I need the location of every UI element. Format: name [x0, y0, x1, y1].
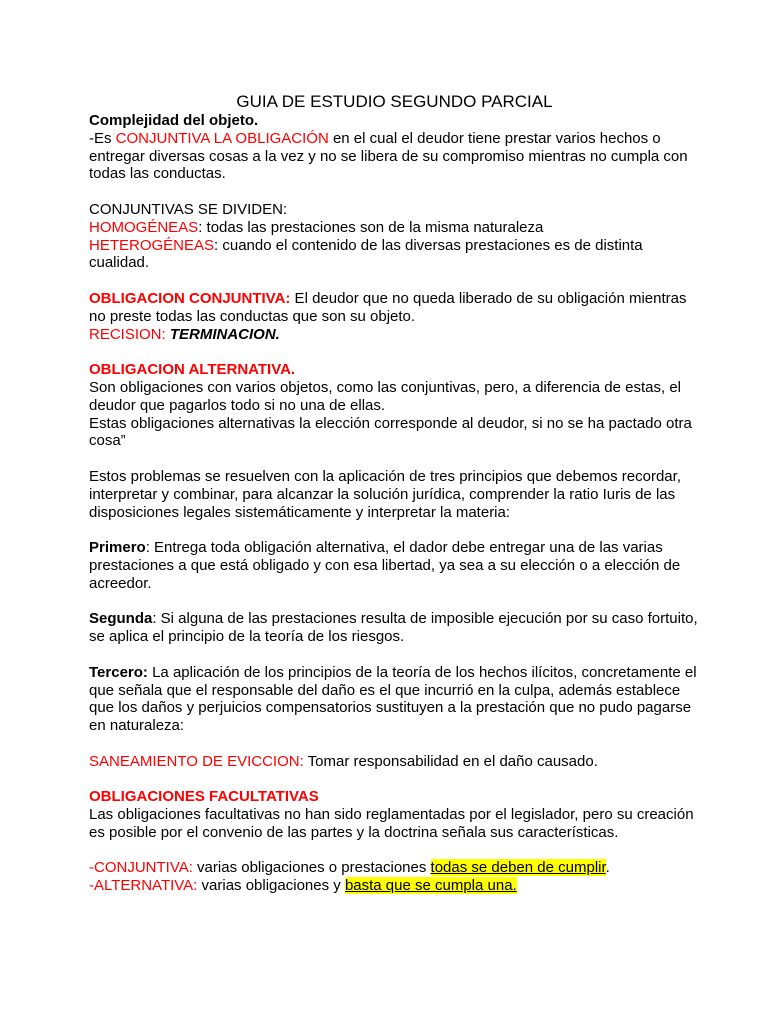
principle-segunda: Segunda: Si alguna de las prestaciones resulta de imposible ejecución por su caso fortuito, se aplica el principio de la teoría de los riesgos. [89, 610, 698, 646]
principios-intro-paragraph: Estos problemas se resuelven con la aplicación de tres principios que debemos recordar, interpretar y combinar, para alcanzar la solución jurídica, comprender la ratio Iuris de las disposiciones legales sistemáticamente y interpretar la materia: [89, 467, 681, 521]
term-alternativa-summary: -ALTERNATIVA: [89, 877, 198, 895]
principle-label: Tercero: [89, 663, 148, 681]
principle-label: Primero [89, 539, 146, 557]
recision-value: TERMINACION. [169, 325, 280, 343]
summary-alternativa-line: -ALTERNATIVA: varias obligaciones y basta que se cumpla una. [89, 877, 517, 895]
section-heading-complejidad: Complejidad del objeto. [89, 112, 259, 129]
highlight-alternativa: basta que se cumpla una. [344, 877, 517, 895]
conjuntivas-divide-line: CONJUNTIVAS SE DIVIDEN: [89, 200, 288, 218]
term-saneamiento: SANEAMIENTO DE EVICCION: [89, 752, 304, 770]
term-heterogeneas: HETEROGÉNEAS [89, 236, 215, 254]
term-conjuntiva-summary: -CONJUNTIVA: [89, 859, 193, 877]
section-heading-facultativas: OBLIGACIONES FACULTATIVAS [89, 788, 319, 806]
facultativas-paragraph: Las obligaciones facultativas no han sido reglamentadas por el legislador, pero su creación es posible por el convenio de las partes y la doctrina señala sus características. [89, 806, 694, 841]
alternativa-paragraph-1: Son obligaciones con varios objetos, como las conjuntivas, pero, a diferencia de estas, el deudor que pagarlos todo si no una de ellas. [89, 378, 682, 414]
term-obligacion-conjuntiva: OBLIGACION CONJUNTIVA: [89, 289, 291, 307]
saneamiento-line: SANEAMIENTO DE EVICCION: Tomar responsabilidad en el daño causado. [89, 752, 598, 770]
term-homogeneas: HOMOGÉNEAS [89, 218, 199, 236]
principle-primero: Primero: Entrega toda obligación alternativa, el dador debe entregar una de las varias prestaciones a que está obligado y con esa libertad, ya sea a su elección o a elección de acreedor. [89, 539, 681, 592]
term-conjuntiva: CONJUNTIVA LA OBLIGACIÓN [115, 129, 329, 147]
document-title: GUIA DE ESTUDIO SEGUNDO PARCIAL [236, 92, 553, 111]
principle-label: Segunda [89, 610, 153, 628]
principle-tercero: Tercero: La aplicación de los principios de la teoría de los hechos ilícitos, concretamente el que señala que el responsable del daño es el que incurrió en la culpa, además establece que los daños y perjuicios compensatorios sustituyen a la prestación que no pudo pagarse en naturaleza: [89, 663, 697, 735]
homogeneas-line: HOMOGÉNEAS: todas las prestaciones son de la misma naturaleza [89, 218, 544, 236]
highlight-conjuntiva: todas se deben de cumplir [430, 859, 606, 877]
alternativa-paragraph-2: Estas obligaciones alternativas la elección corresponde al deudor, si no se ha pactado otra cosa” [89, 414, 692, 450]
obligacion-conjuntiva-paragraph: OBLIGACION CONJUNTIVA: El deudor que no queda liberado de su obligación mientras no preste todas las conductas que son su objeto. [89, 289, 687, 325]
heterogeneas-line: HETEROGÉNEAS: cuando el contenido de las diversas prestaciones es de distinta cualidad. [89, 236, 643, 272]
summary-conjuntiva-line: -CONJUNTIVA: varias obligaciones o prestaciones todas se deben de cumplir. [89, 859, 610, 877]
paragraph-conjuntiva-definition: -Es CONJUNTIVA LA OBLIGACIÓN en el cual el deudor tiene prestar varios hechos o entregar diversas cosas a la vez y no se libera de su compromiso mientras no cumpla con todas las conductas. [89, 129, 688, 183]
recision-line [89, 326, 698, 344]
term-recision: RECISION: [89, 325, 170, 343]
section-heading-alternativa: OBLIGACION ALTERNATIVA. [89, 361, 296, 379]
